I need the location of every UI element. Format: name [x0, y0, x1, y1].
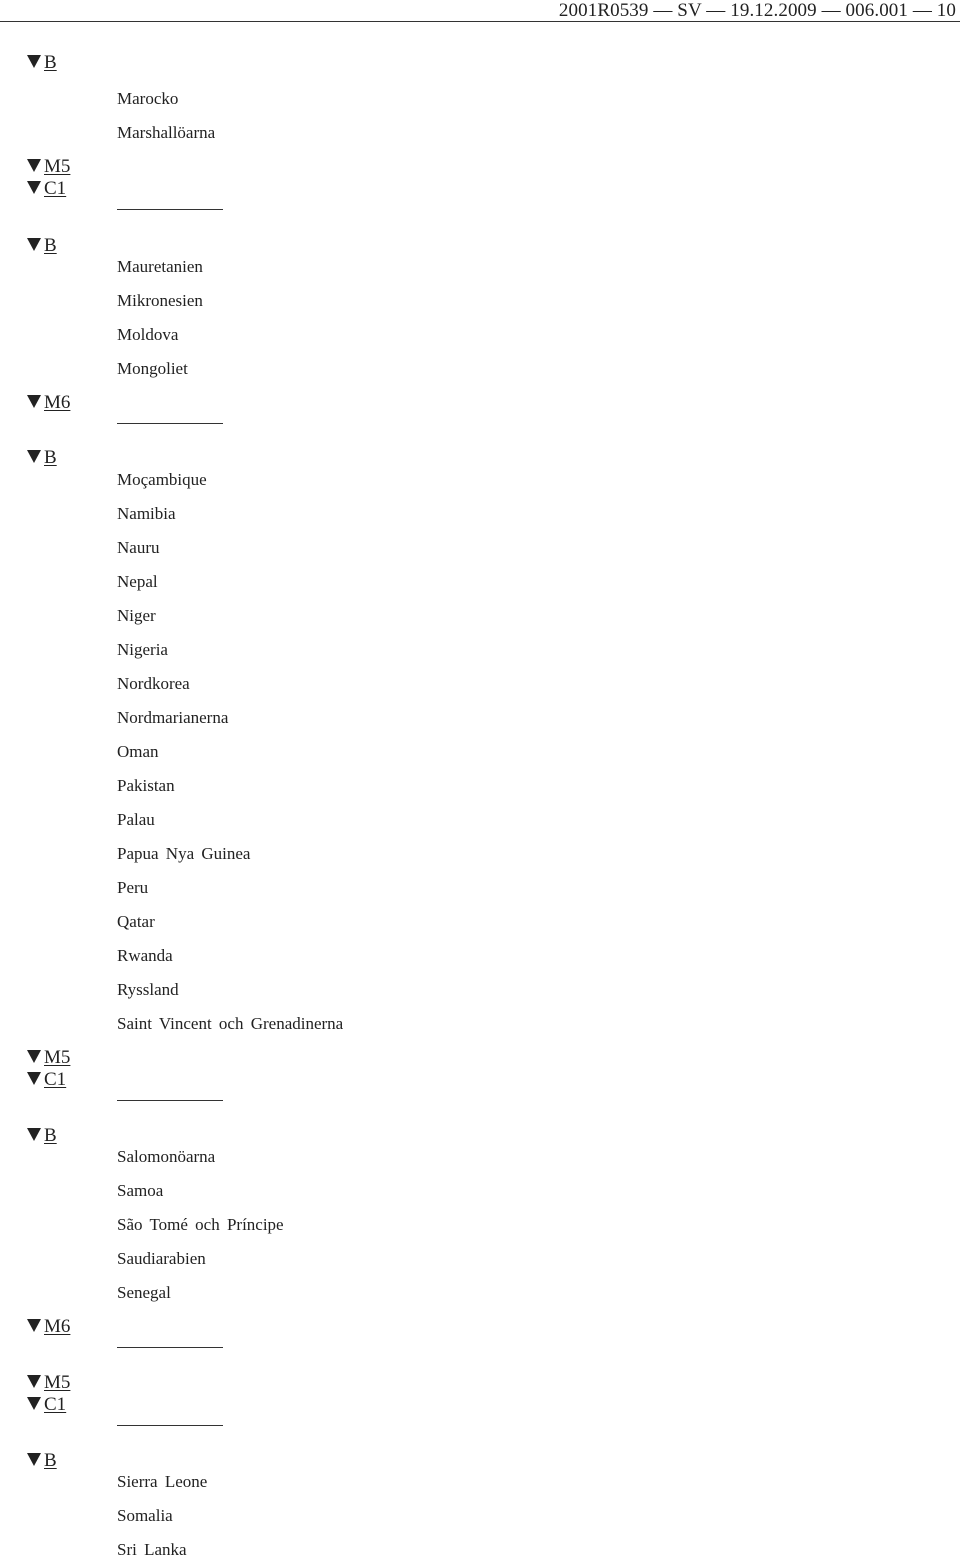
country-entry: Salomonöarna: [117, 1147, 216, 1166]
country-entry: Mikronesien: [117, 291, 203, 310]
header-divider: [0, 21, 960, 22]
country-entry: Mauretanien: [117, 257, 203, 276]
triangle-down-icon: [27, 1050, 41, 1063]
marker-code: B: [44, 447, 57, 468]
triangle-down-icon: [27, 395, 41, 408]
country-entry: Moçambique: [117, 470, 207, 489]
country-entry: Oman: [117, 742, 159, 761]
triangle-down-icon: [27, 1453, 41, 1466]
marker-code: B: [44, 235, 57, 256]
triangle-down-icon: [27, 450, 41, 463]
country-entry: Mongoliet: [117, 359, 188, 378]
triangle-down-icon: [27, 238, 41, 251]
deletion-rule: [117, 1100, 223, 1101]
country-entry: Nigeria: [117, 640, 168, 659]
country-entry: Nordmarianerna: [117, 708, 229, 727]
country-entry: Nauru: [117, 538, 160, 557]
country-entry: Somalia: [117, 1506, 173, 1525]
deletion-rule: [117, 423, 223, 424]
amendment-marker: [27, 178, 66, 200]
marker-code: M6: [44, 392, 71, 413]
amendment-marker: [27, 1125, 57, 1147]
amendment-marker: [27, 1450, 57, 1472]
country-entry: Namibia: [117, 504, 176, 523]
amendment-marker: [27, 235, 57, 257]
country-entry: Ryssland: [117, 980, 179, 999]
country-entry: Samoa: [117, 1181, 164, 1200]
page-header: 2001R0539 — SV — 19.12.2009 — 006.001 — 10: [558, 0, 956, 21]
amendment-marker: [27, 392, 70, 414]
country-entry: Nordkorea: [117, 674, 190, 693]
country-entry: Senegal: [117, 1283, 171, 1302]
country-entry: Saudiarabien: [117, 1249, 206, 1268]
triangle-down-icon: [27, 1128, 41, 1141]
amendment-marker: [27, 1069, 66, 1091]
marker-code: C1: [44, 178, 67, 199]
marker-code: B: [44, 52, 57, 73]
marker-code: B: [44, 1450, 57, 1471]
marker-code: M5: [44, 156, 71, 177]
country-entry: Niger: [117, 606, 156, 625]
country-entry: Rwanda: [117, 946, 173, 965]
triangle-down-icon: [27, 1319, 41, 1332]
country-entry: Peru: [117, 878, 149, 897]
deletion-rule: [117, 209, 223, 210]
amendment-marker: [27, 1316, 70, 1338]
marker-code: M5: [44, 1047, 71, 1068]
country-entry: Papua Nya Guinea: [117, 844, 251, 863]
amendment-marker: [27, 1394, 66, 1416]
country-entry: Moldova: [117, 325, 179, 344]
country-entry: Sierra Leone: [117, 1472, 208, 1491]
deletion-rule: [117, 1425, 223, 1426]
country-entry: Nepal: [117, 572, 158, 591]
country-entry: Marshallöarna: [117, 123, 216, 142]
amendment-marker: [27, 447, 57, 469]
country-entry: Palau: [117, 810, 155, 829]
triangle-down-icon: [27, 181, 41, 194]
country-entry: São Tomé och Príncipe: [117, 1215, 284, 1234]
triangle-down-icon: [27, 159, 41, 172]
country-entry: Pakistan: [117, 776, 175, 795]
country-entry: Sri Lanka: [117, 1540, 187, 1559]
country-entry: Qatar: [117, 912, 155, 931]
country-entry: Marocko: [117, 89, 179, 108]
marker-code: B: [44, 1125, 57, 1146]
amendment-marker: [27, 1372, 70, 1394]
marker-code: C1: [44, 1394, 67, 1415]
amendment-marker: [27, 1047, 70, 1069]
triangle-down-icon: [27, 1397, 41, 1410]
marker-code: M6: [44, 1316, 71, 1337]
marker-code: C1: [44, 1069, 67, 1090]
deletion-rule: [117, 1347, 223, 1348]
triangle-down-icon: [27, 1375, 41, 1388]
country-entry: Saint Vincent och Grenadinerna: [117, 1014, 344, 1033]
amendment-marker: [27, 156, 70, 178]
amendment-marker: [27, 52, 57, 74]
triangle-down-icon: [27, 1072, 41, 1085]
triangle-down-icon: [27, 55, 41, 68]
marker-code: M5: [44, 1372, 71, 1393]
